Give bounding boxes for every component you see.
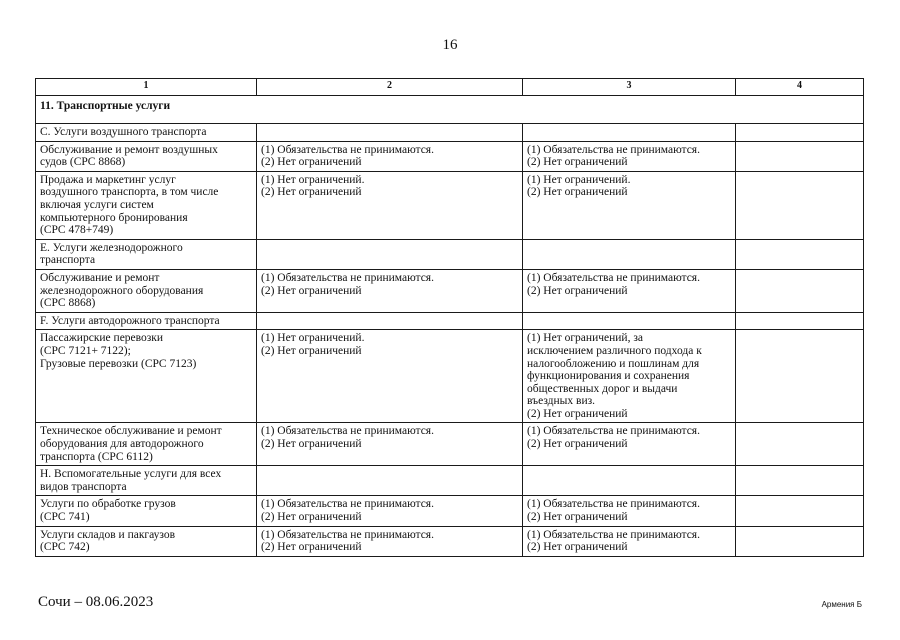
cell-line: (2) Нет ограничений [261, 438, 362, 451]
table-cell-col-1 [36, 269, 257, 312]
cell-line: налогообложению и пошлинам для [527, 357, 700, 370]
column-header: 3 [523, 79, 736, 96]
table-cell-col-4 [736, 239, 864, 269]
column-header: 2 [257, 79, 523, 96]
cell-line: C. Услуги воздушного транспорта [40, 126, 207, 138]
section-title: 11. Транспортные услуги [36, 96, 864, 124]
cell-line: железнодорожного оборудования [40, 284, 204, 297]
table-row [36, 239, 864, 269]
cell-line: (CPC 478+749) [40, 224, 114, 237]
page-number: 16 [442, 37, 458, 53]
cell-line: Услуги складов и пакгаузов [40, 528, 176, 541]
table-cell-col-2 [257, 141, 523, 171]
table-cell-col-4 [736, 423, 864, 466]
table-cell-col-1 [36, 239, 257, 269]
table-cell-col-2 [257, 239, 523, 269]
cell-line: (1) Обязательства не принимаются. [527, 143, 700, 156]
table-cell-col-2 [257, 423, 523, 466]
cell-line: компьютерного бронирования [40, 211, 188, 224]
table-cell-col-1 [36, 466, 257, 496]
table-cell-col-4 [736, 496, 864, 526]
table-cell-col-2 [257, 269, 523, 312]
cell-line: (1) Нет ограничений. [527, 173, 631, 186]
table-cell-col-3 [523, 526, 736, 556]
cell-line: (CPC 7121+ 7122); [40, 344, 131, 357]
cell-line: (1) Обязательства не принимаются. [261, 498, 434, 511]
cell-line: включая услуги систем [40, 198, 154, 211]
cell-line: Грузовые перевозки (CPC 7123) [40, 357, 197, 370]
footer-place-date: Сочи – 08.06.2023 [38, 594, 154, 610]
cell-line: (2) Нет ограничений [527, 156, 628, 169]
table-cell-col-2 [257, 496, 523, 526]
cell-line: (2) Нет ограничений [261, 186, 362, 199]
table-cell-col-1 [36, 423, 257, 466]
table-cell-col-2 [257, 330, 523, 423]
cell-line: оборудования для автодорожного [40, 438, 204, 451]
cell-line: исключением различного подхода к [527, 344, 702, 357]
table-cell-col-4 [736, 171, 864, 239]
cell-line: (2) Нет ограничений [527, 438, 628, 451]
table-cell-col-3 [523, 269, 736, 312]
cell-line: (2) Нет ограничений [261, 156, 362, 169]
cell-line: (1) Обязательства не принимаются. [527, 528, 700, 541]
cell-line: (1) Обязательства не принимаются. [261, 425, 434, 438]
table-row [36, 171, 864, 239]
table-cell-col-3 [523, 239, 736, 269]
cell-line: F. Услуги автодорожного транспорта [40, 314, 220, 327]
footer-country-tag: Армения Б [821, 600, 862, 609]
cell-line: видов транспорта [40, 480, 127, 493]
table-cell-col-3 [523, 496, 736, 526]
cell-line: (1) Обязательства не принимаются. [527, 425, 700, 438]
table-cell-col-4 [736, 124, 864, 142]
cell-line: (2) Нет ограничений [261, 511, 362, 524]
cell-line: (1) Обязательства не принимаются. [261, 271, 434, 284]
cell-line: (2) Нет ограничений [527, 284, 628, 297]
cell-line: судов (CPC 8868) [40, 156, 126, 169]
table-cell-col-2 [257, 526, 523, 556]
cell-line: Услуги по обработке грузов [40, 498, 176, 511]
table-row [36, 141, 864, 171]
table-cell-col-2 [257, 312, 523, 330]
table-cell-col-3 [523, 312, 736, 330]
cell-line: (1) Нет ограничений. [261, 332, 365, 345]
cell-line: (2) Нет ограничений [527, 511, 628, 524]
table-cell-col-2 [257, 124, 523, 142]
section-title-row [36, 96, 864, 124]
cell-line: (1) Нет ограничений, за [527, 332, 643, 345]
table-cell-col-2 [257, 171, 523, 239]
cell-line: (2) Нет ограничений [527, 407, 628, 420]
cell-line: (2) Нет ограничений [527, 186, 628, 199]
table-cell-col-1 [36, 526, 257, 556]
cell-line: (1) Обязательства не принимаются. [527, 498, 700, 511]
cell-line: (1) Нет ограничений. [261, 173, 365, 186]
table-cell-col-4 [736, 466, 864, 496]
column-header: 4 [736, 79, 864, 96]
cell-line: (2) Нет ограничений [261, 541, 362, 554]
table-cell-col-4 [736, 269, 864, 312]
table-row [36, 496, 864, 526]
table-cell-col-1 [36, 312, 257, 330]
cell-line: Техническое обслуживание и ремонт [40, 425, 222, 438]
table-cell-col-3 [523, 141, 736, 171]
table-cell-col-4 [736, 141, 864, 171]
table-cell-col-4 [736, 526, 864, 556]
cell-line: функционирования и сохранения [527, 370, 690, 383]
table-cell-col-4 [736, 330, 864, 423]
table-row [36, 124, 864, 142]
cell-line: транспорта [40, 254, 96, 267]
table-cell-col-4 [736, 312, 864, 330]
cell-line: Пассажирские перевозки [40, 332, 164, 345]
table-row [36, 330, 864, 423]
table-cell-col-1 [36, 330, 257, 423]
cell-line: въездных виз. [527, 395, 596, 408]
cell-line: (1) Обязательства не принимаются. [261, 143, 434, 156]
cell-line: транспорта (CPC 6112) [40, 450, 153, 463]
table-cell-col-2 [257, 466, 523, 496]
table-cell-col-1 [36, 171, 257, 239]
table-cell-col-3 [523, 423, 736, 466]
table-cell-col-1 [36, 124, 257, 142]
column-header-row [36, 79, 864, 96]
cell-line: (1) Обязательства не принимаются. [527, 271, 700, 284]
commitments-table [35, 78, 864, 557]
cell-line: общественных дорог и выдачи [527, 382, 678, 395]
cell-line: (CPC 742) [40, 541, 90, 554]
cell-line: воздушного транспорта, в том числе [40, 186, 219, 199]
cell-line: (2) Нет ограничений [261, 284, 362, 297]
table-row [36, 269, 864, 312]
cell-line: H. Вспомогательные услуги для всех [40, 468, 222, 481]
table-row [36, 312, 864, 330]
cell-line: (2) Нет ограничений [261, 344, 362, 357]
column-header: 1 [36, 79, 257, 96]
cell-line: E. Услуги железнодорожного [40, 241, 183, 254]
cell-line: (1) Обязательства не принимаются. [261, 528, 434, 541]
table-cell-col-3 [523, 124, 736, 142]
table-row [36, 466, 864, 496]
cell-line: Обслуживание и ремонт [40, 271, 160, 284]
table-cell-col-3 [523, 330, 736, 423]
table-cell-col-3 [523, 171, 736, 239]
cell-line: Продажа и маркетинг услуг [40, 173, 176, 186]
cell-line: (2) Нет ограничений [527, 541, 628, 554]
table-row [36, 423, 864, 466]
cell-line: Обслуживание и ремонт воздушных [40, 143, 218, 156]
cell-line: (CPC 8868) [40, 297, 96, 310]
table-cell-col-1 [36, 141, 257, 171]
table-cell-col-3 [523, 466, 736, 496]
table-cell-col-1 [36, 496, 257, 526]
cell-line: (CPC 741) [40, 511, 90, 524]
table-row [36, 526, 864, 556]
